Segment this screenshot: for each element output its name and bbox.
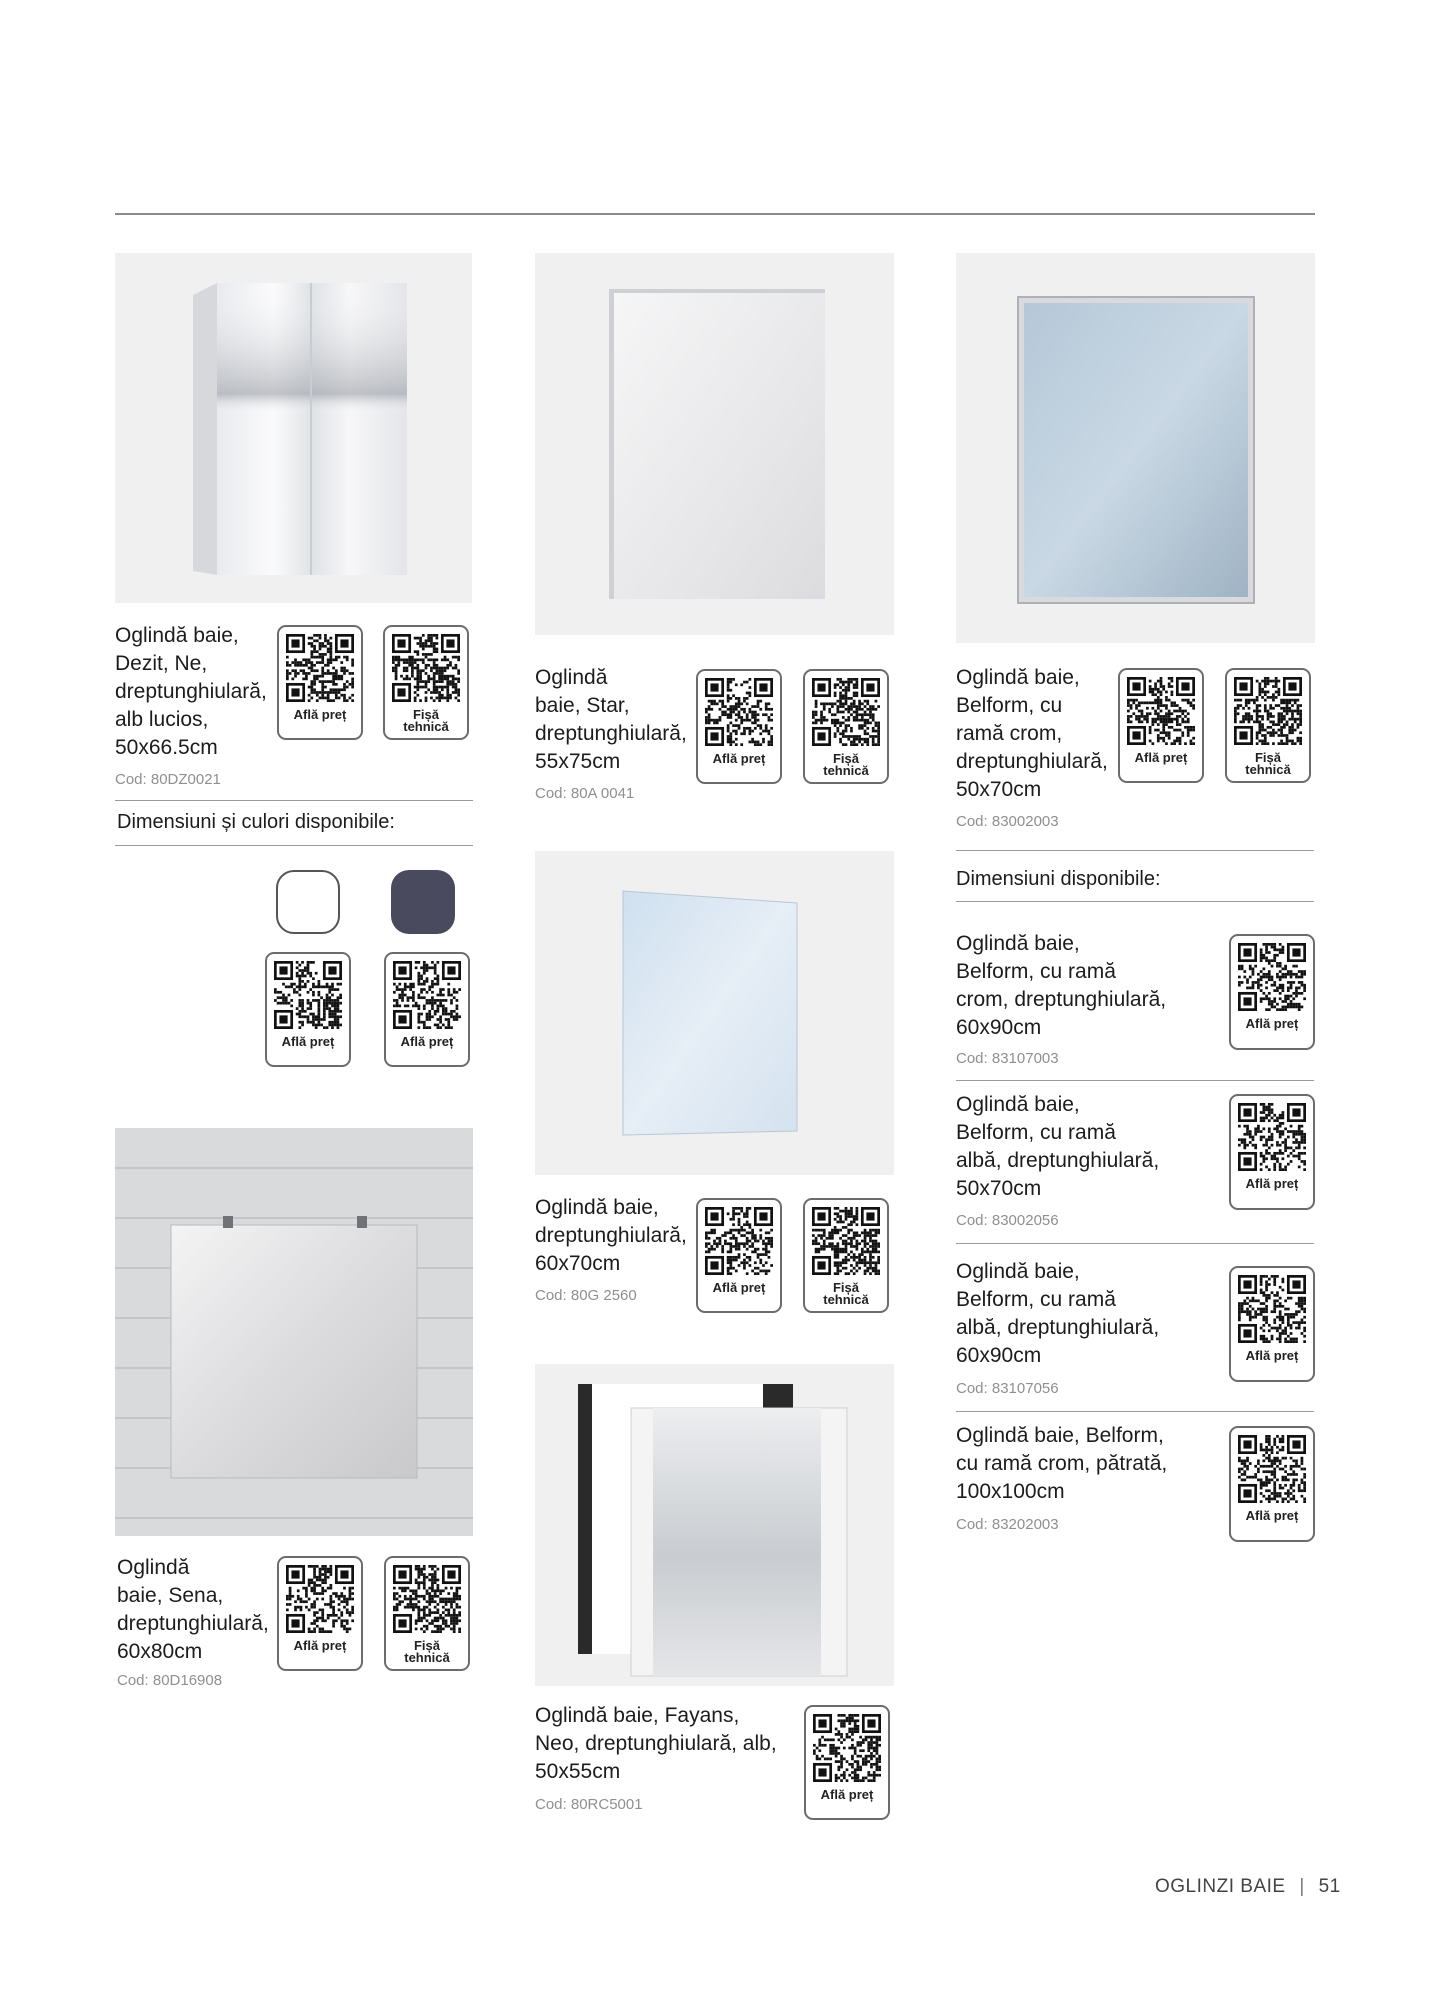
qr-price-fayans-neo[interactable]: Află preț: [804, 1705, 890, 1820]
qr-price-83107003[interactable]: Află preț: [1229, 934, 1315, 1050]
qr-datasheet-star[interactable]: Fișă tehnică: [803, 669, 889, 784]
qr-code-icon: [812, 678, 880, 746]
qr-datasheet-dezit[interactable]: Fișă tehnică: [383, 625, 469, 740]
product-title-sena: Oglindă baie, Sena, dreptunghiulară, 60x80cm: [117, 1556, 269, 1663]
product-image-star: [535, 253, 894, 635]
qr-code-icon: [274, 961, 342, 1029]
qr-datasheet-sena[interactable]: Fișă tehnică: [384, 1556, 470, 1671]
color-swatch-anthracite[interactable]: [391, 870, 455, 934]
qr-code-icon: [1238, 943, 1306, 1011]
qr-code-icon: [813, 1714, 881, 1782]
divider: [115, 845, 473, 846]
variant-title-83107003: Oglindă baie, Belform, cu ramă crom, dreptunghiulară, 60x90cm: [956, 932, 1167, 1039]
product-title-star: Oglindă baie, Star, dreptunghiulară, 55x75cm: [535, 666, 687, 773]
qr-datasheet-belform[interactable]: Fișă tehnică: [1225, 668, 1311, 783]
page-footer: [1155, 1876, 1341, 1898]
qr-price-dezit[interactable]: Află preț: [277, 625, 363, 740]
qr-price-sena[interactable]: Află preț: [277, 1556, 363, 1671]
footer-section: OGLINZI BAIE: [1155, 1876, 1286, 1897]
qr-code-icon: [393, 1565, 461, 1633]
divider: [956, 1080, 1314, 1081]
qr-code-icon: [705, 1207, 773, 1275]
footer-page-number: 51: [1318, 1876, 1341, 1897]
qr-code-icon: [393, 961, 461, 1029]
product-code-belform: Cod: 83002003: [956, 813, 1059, 830]
qr-price-belform[interactable]: Află preț: [1118, 668, 1204, 783]
qr-price-83202003[interactable]: Află preț: [1229, 1426, 1315, 1542]
product-code-80g2560: Cod: 80G 2560: [535, 1287, 637, 1304]
footer-separator: |: [1299, 1876, 1305, 1897]
product-code-dezit: Cod: 80DZ0021: [115, 771, 221, 788]
divider: [956, 1243, 1314, 1244]
qr-code-icon: [1238, 1103, 1306, 1171]
product-title-80g2560: Oglindă baie, dreptunghiulară, 60x70cm: [535, 1196, 687, 1275]
qr-code-icon: [1127, 677, 1195, 745]
variant-title-83107056: Oglindă baie, Belform, cu ramă albă, dreptunghiulară, 60x90cm: [956, 1260, 1160, 1367]
qr-price-white[interactable]: Află preț: [265, 952, 351, 1067]
product-image-fayans-neo: [535, 1364, 894, 1686]
divider: [956, 850, 1314, 851]
product-title-fayans-neo: Oglindă baie, Fayans, Neo, dreptunghiulară, alb, 50x55cm: [535, 1704, 777, 1783]
product-image-belform: [956, 253, 1315, 643]
variant-code-83002056: Cod: 83002056: [956, 1212, 1059, 1229]
variant-code-83202003: Cod: 83202003: [956, 1516, 1059, 1533]
qr-price-80g2560[interactable]: Află preț: [696, 1198, 782, 1313]
qr-code-icon: [705, 678, 773, 746]
variant-title-83002056: Oglindă baie, Belform, cu ramă albă, dreptunghiulară, 50x70cm: [956, 1093, 1160, 1200]
product-image-dezit: [115, 253, 472, 603]
product-image-80g2560: [535, 851, 894, 1175]
product-code-sena: Cod: 80D16908: [117, 1672, 223, 1689]
qr-code-icon: [286, 1565, 354, 1633]
variant-title-83202003: Oglindă baie, Belform, cu ramă crom, pătrată, 100x100cm: [956, 1424, 1168, 1503]
qr-code-icon: [812, 1207, 880, 1275]
qr-price-star[interactable]: Află preț: [696, 669, 782, 784]
product-title-dezit: Oglindă baie, Dezit, Ne, dreptunghiulară, alb lucios, 50x66.5cm: [115, 624, 267, 759]
qr-price-83107056[interactable]: Află preț: [1229, 1266, 1315, 1382]
product-code-star: Cod: 80A 0041: [535, 785, 635, 802]
product-image-sena: [115, 1128, 473, 1536]
qr-code-icon: [1238, 1435, 1306, 1503]
qr-price-anthracite[interactable]: Află preț: [384, 952, 470, 1067]
divider: [956, 901, 1314, 902]
qr-code-icon: [392, 634, 460, 702]
divider: [956, 1411, 1314, 1412]
qr-code-icon: [1234, 677, 1302, 745]
variants-heading-dezit: Dimensiuni și culori disponibile:: [117, 811, 395, 833]
top-rule: [115, 213, 1315, 215]
product-title-belform: Oglindă baie, Belform, cu ramă crom, dreptunghiulară, 50x70cm: [956, 666, 1108, 801]
divider: [115, 800, 473, 801]
variants-heading-belform: Dimensiuni disponibile:: [956, 868, 1161, 890]
qr-datasheet-80g2560[interactable]: Fișă tehnică: [803, 1198, 889, 1313]
variant-code-83107003: Cod: 83107003: [956, 1050, 1059, 1067]
variant-code-83107056: Cod: 83107056: [956, 1380, 1059, 1397]
product-code-fayans-neo: Cod: 80RC5001: [535, 1796, 643, 1813]
qr-price-83002056[interactable]: Află preț: [1229, 1094, 1315, 1210]
qr-code-icon: [1238, 1275, 1306, 1343]
color-swatch-white[interactable]: [276, 870, 340, 934]
qr-code-icon: [286, 634, 354, 702]
